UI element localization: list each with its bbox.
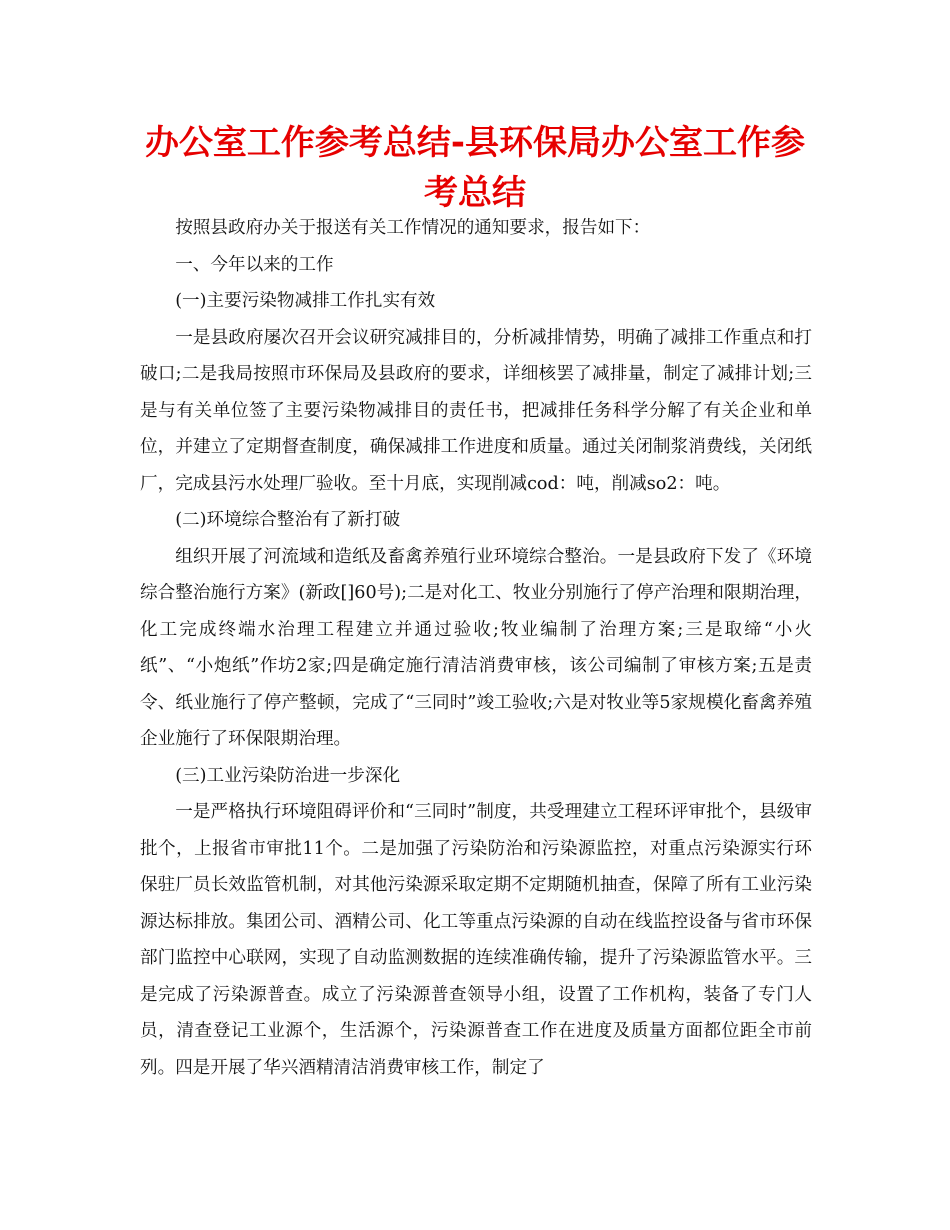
body-paragraph: 一是严格执行环境阻碍评价和“三同时”制度，共受理建立工程环评审批个，县级审批个，上报省市审批11个。二是加强了污染防治和污染源监控，对重点污染源实行环保驻厂员长效监管机制，对其他污染源采取定期不定期随机抽查，保障了所有工业污染源达标排放。集团公司、酒精公司、化工等重点污染源的自动在线监控设备与省市环保部门监控中心联网，实现了自动监测数据的连续准确传输，提升了污染源监管水平。三是完成了污染源普查。成立了污染源普查领导小组，设置了工作机构，装备了专门人员，清查登记工业源个，生活源个，污染源普查工作在进度及质量方面都位距全市前列。四是开展了华兴酒精清洁消费审核工作，制定了 xyxy=(140,802,812,1078)
document-body xyxy=(140,210,812,1086)
body-paragraph: 组织开展了河流域和造纸及畜禽养殖行业环境综合整治。一是县政府下发了《环境综合整治施行方案》(新政[]60号);二是对化工、牧业分别施行了停产治理和限期治理，化工完成终端水治理工程建立并通过验收;牧业编制了治理方案;三是取缔“小火纸”、“小炮纸”作坊2家;四是确定施行清洁消费审核，该公司编制了审核方案;五是责令、纸业施行了停产整顿，完成了“三同时”竣工验收;六是对牧业等5家规模化畜禽养殖企业施行了环保限期治理。 xyxy=(140,546,812,749)
subsection-heading-2: (二)环境综合整治有了新打破 xyxy=(175,510,401,530)
subsection-heading-1: (一)主要污染物减排工作扎实有效 xyxy=(175,291,436,311)
document-title: 办公室工作参考总结-县环保局办公室工作参考总结 xyxy=(144,123,806,213)
body-paragraph: 一是县政府屡次召开会议研究减排目的，分析减排情势，明确了减排工作重点和打破口;二是我局按照市环保局及县政府的要求，详细核罢了减排量，制定了减排计划;三是与有关单位签了主要污染物减排目的责任书，把减排任务科学分解了有关企业和单位，并建立了定期督查制度，确保减排工作进度和质量。通过关闭制浆消费线，关闭纸厂，完成县污水处理厂验收。至十月底，实现削减cod：吨，削减so2：吨。 xyxy=(140,327,812,494)
subsection-heading-3: (三)工业污染防治进一步深化 xyxy=(175,765,401,786)
section-heading-1: 一、今年以来的工作 xyxy=(175,254,334,275)
intro-paragraph: 按照县政府办关于报送有关工作情况的通知要求，报告如下： xyxy=(175,218,651,238)
